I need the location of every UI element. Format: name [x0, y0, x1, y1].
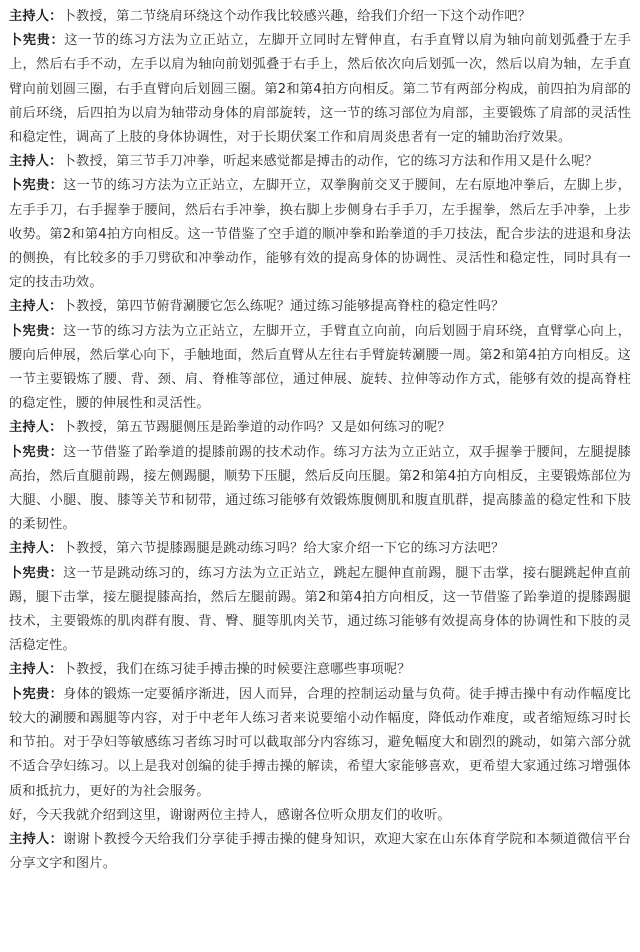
host-question-precautions — [9, 658, 631, 682]
paragraph-text: 卜教授，第三节手刀冲拳，听起来感觉都是搏击的动作，它的练习方法和作用又是什么呢？ — [62, 154, 599, 170]
speaker-label: 卜宪贵： — [9, 444, 64, 460]
host-question-6 — [9, 537, 631, 561]
paragraph-text: 好，今天我就介绍到这里，谢谢两位主持人，感谢各位听众朋友们的收听。 — [9, 807, 451, 823]
paragraph-text: 身体的锻炼一定要循序渐进，因人而异，合理的控制运动量与负荷。徒手搏击操中有动作幅度比较大的涮腰和踢腿等内容，对于中老年人练习者来说要缩小动作幅度，降低动作难度，或者缩短练习时长和节拍。对于孕妇等敏感练习者练习时可以截取部分内容练习，避免幅度大和剧烈的跳动，如第六部分就不适合孕妇练习。以上是我对创编的徒手搏击操的解读，希望大家能够喜欢，更希望大家通过练习增强体质和抵抗力，更好的为社会服务。 — [9, 686, 631, 799]
guest-answer-4 — [9, 320, 631, 417]
speaker-label: 卜宪贵： — [9, 33, 65, 49]
guest-answer-6 — [9, 562, 631, 659]
guest-answer-5 — [9, 441, 631, 538]
host-question-4 — [9, 295, 631, 319]
host-question-3 — [9, 150, 631, 174]
paragraph-text: 卜教授，我们在练习徒手搏击操的时候要注意哪些事项呢？ — [62, 662, 411, 678]
host-closing — [9, 828, 631, 876]
guest-answer-3 — [9, 174, 631, 295]
paragraph-text: 这一节是跳动练习的，练习方法为立正站立，跳起左腿伸直前踢，腿下击掌，接右腿跳起伸直前踢，腿下击掌，接左腿提膝高抬，然后左腿前踢。第2和第4拍方向相反，这一节借鉴了跆拳道的提膝踢腿技术，主要锻炼的肌肉群有腹、背、臀、腿等肌肉关节，通过练习能够有效提高身体的协调性和下肢的灵活稳定性。 — [9, 565, 631, 654]
speaker-label: 主持人： — [9, 299, 63, 315]
paragraph-text: 卜教授，第二节绕肩环绕这个动作我比较感兴趣，给我们介绍一下这个动作吧？ — [62, 9, 532, 24]
guest-closing — [9, 804, 631, 828]
speaker-label: 主持人： — [9, 9, 63, 24]
speaker-label: 主持人： — [9, 831, 64, 847]
paragraph-text: 谢谢卜教授今天给我们分享徒手搏击操的健身知识，欢迎大家在山东体育学院和本频道微信平台分享文字和图片。 — [9, 831, 631, 872]
paragraph-text: 卜教授，第六节提膝踢腿是跳动练习吗？给大家介绍一下它的练习方法吧？ — [62, 541, 505, 557]
speaker-label: 卜宪贵： — [9, 178, 64, 194]
speaker-label: 卜宪贵： — [9, 686, 64, 702]
host-question-2 — [9, 5, 631, 29]
host-question-5 — [9, 416, 631, 440]
guest-answer-2 — [9, 29, 631, 150]
speaker-label: 卜宪贵： — [9, 565, 64, 581]
paragraph-text: 这一节的练习方法为立正站立，左脚开立，双拳胸前交叉于腰间，左右原地冲拳后，左脚上步，左手手刀，右手握拳于腰间，然后右手冲拳，换右脚上步侧身右手手刀，左手握拳，然后左手冲拳，上步收势。第2和第4拍方向相反。这一节借鉴了空手道的顺冲拳和跆拳道的手刀技法，配合步法的进退和身法的侧换，有比较多的手刀劈砍和冲拳动作，能够有效的提高身体的协调性、灵活性和稳定性，同时具有一定的技击功效。 — [9, 178, 631, 291]
speaker-label: 主持人： — [9, 154, 63, 170]
paragraph-text: 这一节借鉴了跆拳道的提膝前踢的技术动作。练习方法为立正站立，双手握拳于腰间，左腿提膝高抬，然后直腿前踢，接左侧踢腿，顺势下压腿，然后反向压腿。第2和第4拍方向相反，主要锻炼部位为大腿、小腿、腹、膝等关节和韧带，通过练习能够有效锻炼腹侧肌和腹直肌群，提高膝盖的稳定性和下肢的柔韧性。 — [9, 444, 631, 533]
speaker-label: 主持人： — [9, 420, 63, 436]
paragraph-text: 卜教授，第五节踢腿侧压是跆拳道的动作吗？又是如何练习的呢？ — [62, 420, 451, 436]
paragraph-text: 这一节的练习方法为立正站立，左脚开立同时左臂伸直，右手直臂以肩为轴向前划弧叠于左手上，然后右手不动，左手以肩为轴向前划弧叠于右手上，然后依次向后划弧一次，然后以肩为轴，左手直臂向前划圆三圈，右手直臂向后划圆三圈。第2和第4拍方向相反。第二节有两部分构成，前四拍为肩部的前后环绕，后四拍为以肩为轴带动身体的肩部旋转，这一节的练习部位为肩部，主要锻炼了肩部的灵活性和稳定性，调高了上肢的身体协调性，对于长期伏案工作和肩周炎患者有一定的辅助治疗效果。 — [9, 33, 631, 146]
speaker-label: 卜宪贵： — [9, 323, 64, 339]
speaker-label: 主持人： — [9, 662, 63, 678]
paragraph-text: 卜教授，第四节俯背涮腰它怎么练呢？通过练习能够提高脊柱的稳定性吗？ — [62, 299, 505, 315]
paragraph-text: 这一节的练习方法为立正站立，左脚开立，手臂直立向前，向后划圆于肩环绕，直臂掌心向上，腰向后伸展，然后掌心向下，手触地面，然后直臂从左往右手臂旋转涮腰一周。第2和第4拍方向相反。这一节主要锻炼了腰、背、颈、肩、脊椎等部位，通过伸展、旋转、拉伸等动作方式，能够有效的提高脊柱的稳定性，腰的伸展性和灵活性。 — [9, 323, 631, 412]
guest-answer-precautions — [9, 683, 631, 804]
speaker-label: 主持人： — [9, 541, 63, 557]
